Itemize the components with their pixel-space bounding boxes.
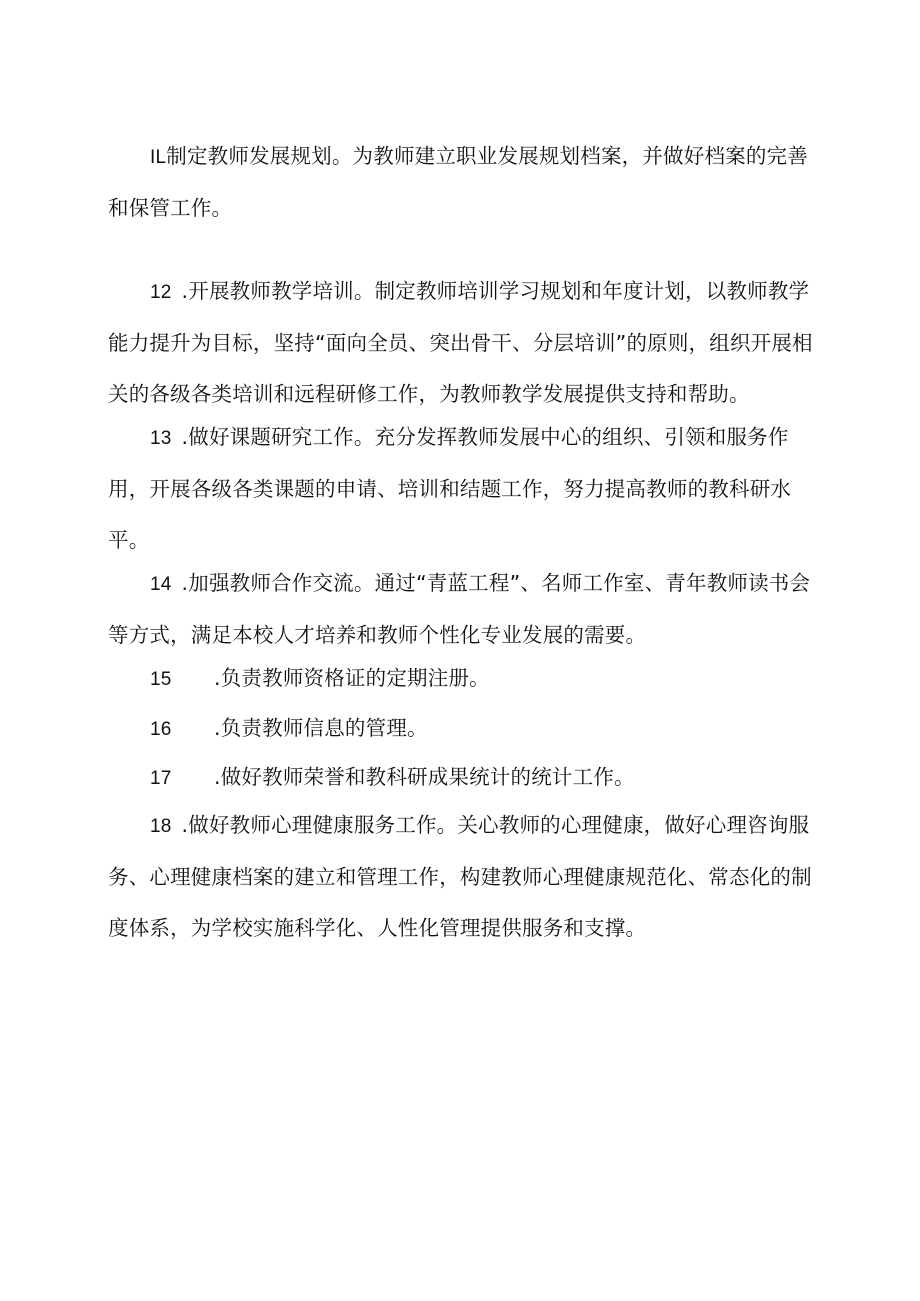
paragraph-item-18 <box>108 800 820 954</box>
item-number: 14 <box>150 574 172 595</box>
item-text: .做好课题研究工作。充分发挥教师发展中心的组织、引领和服务作用，开展各级各类课题的申请、培训和结题工作，努力提高教师的教科研水平。 <box>108 425 792 552</box>
item-text: .做好教师荣誉和教科研成果统计的统计工作。 <box>214 765 635 789</box>
item-number: IL <box>150 147 167 168</box>
item-number: 13 <box>150 428 172 449</box>
paragraph-item-15 <box>108 653 820 705</box>
item-number: 12 <box>150 282 172 303</box>
paragraph-item-11 <box>108 131 820 234</box>
item-number: 15 <box>150 669 172 690</box>
paragraph-item-14 <box>108 558 820 661</box>
item-text: .做好教师心理健康服务工作。关心教师的心理健康，做好心理咨询服务、心理健康档案的建立和管理工作，构建教师心理健康规范化、常态化的制度体系，为学校实施科学化、人性化管理提供服务和支撑。 <box>108 813 812 940</box>
item-text: 制定教师发展规划。为教师建立职业发展规划档案，并做好档案的完善和保管工作。 <box>108 144 808 220</box>
paragraph-item-17 <box>108 752 820 804</box>
item-number: 17 <box>150 768 172 789</box>
paragraph-item-12 <box>108 266 820 420</box>
item-number: 18 <box>150 816 172 837</box>
item-text: .开展教师教学培训。制定教师培训学习规划和年度计划，以教师教学能力提升为目标，坚持“面向全员、突出骨干、分层培训”的原则，组织开展相关的各级各类培训和远程研修工作，为教师教学发展提供支持和帮助。 <box>108 279 813 406</box>
paragraph-item-16 <box>108 703 820 755</box>
item-text: .负责教师资格证的定期注册。 <box>214 666 490 690</box>
paragraph-item-13 <box>108 412 820 566</box>
item-text: .加强教师合作交流。通过“青蓝工程”、名师工作室、青年教师读书会等方式，满足本校人才培养和教师个性化专业发展的需要。 <box>108 571 811 647</box>
item-text: .负责教师信息的管理。 <box>214 716 428 740</box>
item-number: 16 <box>150 719 172 740</box>
